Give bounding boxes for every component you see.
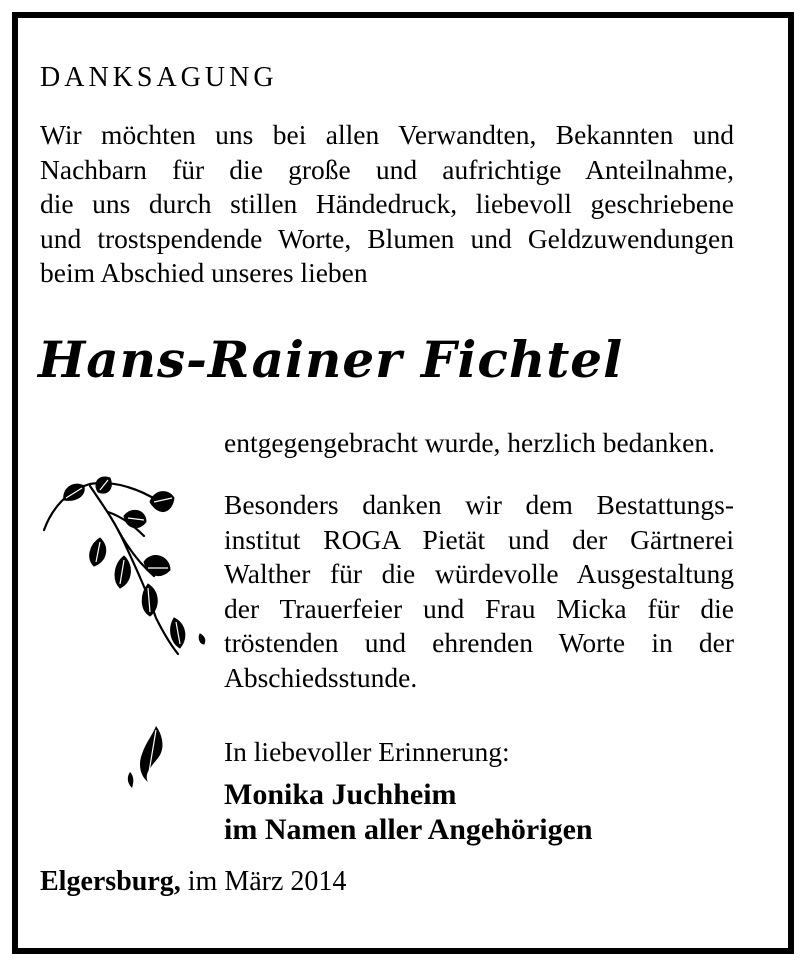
special-thanks-paragraph bbox=[224, 488, 734, 695]
place-date bbox=[40, 866, 346, 898]
greeting bbox=[224, 735, 734, 770]
paragraph-line: tröstenden und ehrenden Worte in der bbox=[224, 627, 734, 658]
paragraph-line: Walther für die würdevolle Ausgestaltung bbox=[224, 558, 734, 589]
intro-paragraph bbox=[40, 118, 734, 291]
signature-relation: im Namen aller Angehörigen bbox=[224, 813, 593, 846]
paragraph-line: institut ROGA Pietät und der Gärtnerei bbox=[224, 523, 734, 555]
intro-line: Nachbarn für die große und aufrichtige Anteilnahme, bbox=[40, 153, 734, 185]
signature bbox=[224, 777, 593, 847]
intro-line: beim Abschied unseres lieben bbox=[40, 257, 368, 288]
paragraph-line: entgegengebracht wurde, herzlich bedanken. bbox=[224, 427, 715, 458]
place-name: Elgersburg, bbox=[40, 866, 181, 897]
intro-line: Wir möchten uns bei allen Verwandten, Bekannten und bbox=[40, 119, 734, 150]
date-text: im März 2014 bbox=[180, 866, 347, 897]
leafy-branch-icon bbox=[28, 468, 218, 668]
signature-name: Monika Juchheim bbox=[224, 778, 457, 811]
greeting-text: In liebevoller Erinnerung: bbox=[224, 736, 510, 767]
paragraph-line: Besonders danken wir dem Bestattungs- bbox=[224, 489, 734, 520]
deceased-name: Hans-Rainer Fichtel bbox=[38, 330, 624, 389]
notice-heading: DANKSAGUNG bbox=[40, 62, 278, 93]
thanks-continuation bbox=[224, 426, 734, 461]
paragraph-line: der Trauerfeier und Frau Micka für die bbox=[224, 592, 734, 624]
intro-line: und trostspendende Worte, Blumen und Geldzuwendungen bbox=[40, 222, 734, 254]
paragraph-line: Abschiedsstunde. bbox=[224, 661, 418, 693]
falling-leaf-icon bbox=[110, 720, 170, 800]
intro-line: die uns durch stillen Händedruck, liebevoll geschriebene bbox=[40, 188, 734, 219]
